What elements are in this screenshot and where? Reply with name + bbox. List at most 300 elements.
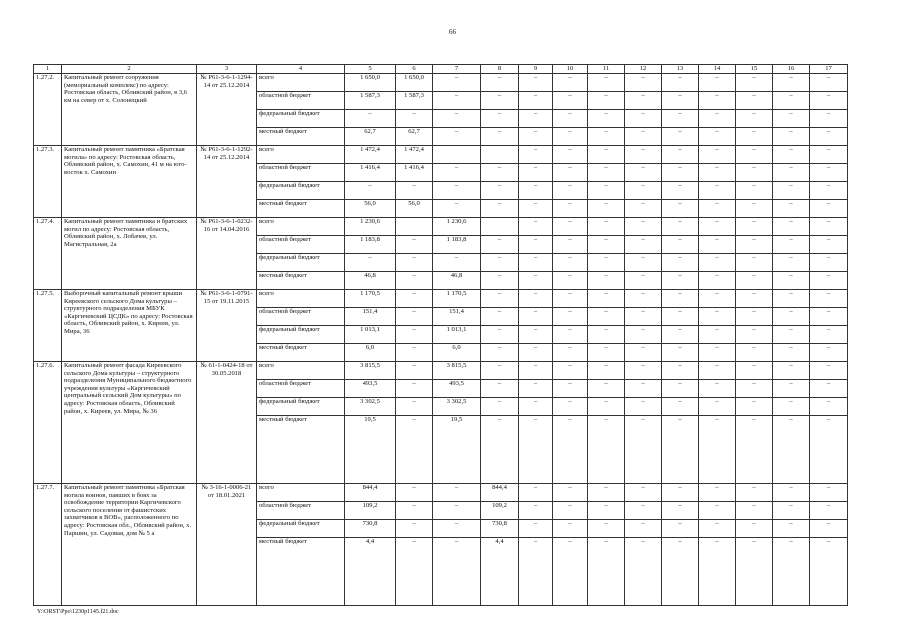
amount-cell: – <box>396 538 433 606</box>
empty-period-cell: – <box>625 344 662 362</box>
empty-period-cell: – <box>810 398 848 416</box>
empty-period-cell: – <box>699 110 736 128</box>
empty-period-cell: – <box>625 308 662 326</box>
empty-period-cell: – <box>662 520 699 538</box>
funding-source: всего <box>257 146 345 164</box>
amount-cell: – <box>481 290 519 308</box>
amount-cell: 46,8 <box>345 272 396 290</box>
amount-cell: – <box>481 110 519 128</box>
empty-period-cell: – <box>810 254 848 272</box>
empty-period-cell: – <box>699 326 736 344</box>
amount-cell: – <box>396 484 433 502</box>
amount-cell: 1 587,3 <box>345 92 396 110</box>
empty-period-cell: – <box>773 344 810 362</box>
empty-period-cell: – <box>810 272 848 290</box>
column-header: 4 <box>257 65 345 74</box>
empty-period-cell: – <box>625 326 662 344</box>
empty-period-cell: – <box>773 74 810 92</box>
document-number: № 61-1-0424-18 от 30.05.2018 <box>197 362 257 484</box>
empty-period-cell: – <box>625 398 662 416</box>
amount-cell: 46,8 <box>433 272 481 290</box>
amount-cell: 3 815,5 <box>345 362 396 380</box>
funding-source: всего <box>257 484 345 502</box>
column-header: 9 <box>519 65 553 74</box>
empty-period-cell: – <box>773 200 810 218</box>
empty-period-cell: – <box>736 308 773 326</box>
empty-period-cell: – <box>699 164 736 182</box>
object-name: Выборочный капитальный ремонт крыши Киреевского сельского Дома культуры – структурного подразделения МБУК «Каргичевский ЦСДК» по адресу: Ростовская область, Обливский район, х. Киреев, ул. Мира, 36 <box>62 290 197 362</box>
amount-cell: – <box>396 520 433 538</box>
document-number: № Р61-3-6-1-1294-14 от 25.12.2014 <box>197 74 257 146</box>
empty-period-cell: – <box>810 146 848 164</box>
empty-period-cell: – <box>810 128 848 146</box>
empty-period-cell: – <box>699 74 736 92</box>
amount-cell: – <box>396 416 433 484</box>
empty-period-cell: – <box>810 110 848 128</box>
amount-cell <box>481 218 519 236</box>
amount-cell: 4,4 <box>345 538 396 606</box>
empty-period-cell: – <box>519 236 553 254</box>
empty-period-cell: – <box>699 182 736 200</box>
amount-cell: 1 416,4 <box>396 164 433 182</box>
empty-period-cell: – <box>699 146 736 164</box>
column-header: 2 <box>62 65 197 74</box>
empty-period-cell: – <box>699 398 736 416</box>
amount-cell: 4,4 <box>481 538 519 606</box>
empty-period-cell: – <box>625 164 662 182</box>
empty-period-cell: – <box>736 362 773 380</box>
empty-period-cell: – <box>625 538 662 606</box>
column-header: 11 <box>588 65 625 74</box>
empty-period-cell: – <box>519 182 553 200</box>
empty-period-cell: – <box>625 92 662 110</box>
empty-period-cell: – <box>519 538 553 606</box>
empty-period-cell: – <box>588 254 625 272</box>
amount-cell: – <box>396 326 433 344</box>
empty-period-cell: – <box>588 308 625 326</box>
empty-period-cell: – <box>588 182 625 200</box>
empty-period-cell: – <box>773 110 810 128</box>
budget-table <box>33 64 848 606</box>
empty-period-cell: – <box>662 272 699 290</box>
empty-period-cell: – <box>699 218 736 236</box>
amount-cell: 109,2 <box>481 502 519 520</box>
empty-period-cell: – <box>810 326 848 344</box>
empty-period-cell: – <box>699 272 736 290</box>
amount-cell: – <box>345 254 396 272</box>
amount-cell: 730,8 <box>481 520 519 538</box>
empty-period-cell: – <box>662 254 699 272</box>
empty-period-cell: – <box>625 362 662 380</box>
page-number: 66 <box>449 28 456 36</box>
amount-cell: – <box>481 272 519 290</box>
empty-period-cell: – <box>773 290 810 308</box>
empty-period-cell: – <box>736 200 773 218</box>
empty-period-cell: – <box>519 502 553 520</box>
empty-period-cell: – <box>625 254 662 272</box>
empty-period-cell: – <box>773 502 810 520</box>
table-row <box>34 218 848 236</box>
column-header: 12 <box>625 65 662 74</box>
empty-period-cell: – <box>519 272 553 290</box>
empty-period-cell: – <box>519 520 553 538</box>
empty-period-cell: – <box>699 344 736 362</box>
empty-period-cell: – <box>810 344 848 362</box>
empty-period-cell: – <box>773 416 810 484</box>
empty-period-cell: – <box>588 416 625 484</box>
empty-period-cell: – <box>519 344 553 362</box>
funding-source: местный бюджет <box>257 272 345 290</box>
empty-period-cell: – <box>699 502 736 520</box>
empty-period-cell: – <box>553 520 588 538</box>
empty-period-cell: – <box>662 344 699 362</box>
empty-period-cell: – <box>736 380 773 398</box>
amount-cell: 62,7 <box>345 128 396 146</box>
empty-period-cell: – <box>519 254 553 272</box>
amount-cell: 730,8 <box>345 520 396 538</box>
empty-period-cell: – <box>736 416 773 484</box>
empty-period-cell: – <box>736 272 773 290</box>
empty-period-cell: – <box>736 290 773 308</box>
empty-period-cell: – <box>810 290 848 308</box>
empty-period-cell: – <box>736 538 773 606</box>
empty-period-cell: – <box>773 92 810 110</box>
amount-cell: – <box>481 200 519 218</box>
column-header: 15 <box>736 65 773 74</box>
empty-period-cell: – <box>699 520 736 538</box>
empty-period-cell: – <box>588 362 625 380</box>
row-number: 1.27.4. <box>34 218 62 290</box>
amount-cell: – <box>433 484 481 502</box>
empty-period-cell: – <box>519 362 553 380</box>
empty-period-cell: – <box>519 398 553 416</box>
empty-period-cell: – <box>625 182 662 200</box>
empty-period-cell: – <box>519 380 553 398</box>
empty-period-cell: – <box>810 92 848 110</box>
empty-period-cell: – <box>553 398 588 416</box>
amount-cell: 1 230,6 <box>345 218 396 236</box>
empty-period-cell: – <box>736 128 773 146</box>
amount-cell: – <box>481 380 519 398</box>
empty-period-cell: – <box>519 146 553 164</box>
document-number: № Р61-3-6-1-0232-16 от 14.04.2016 <box>197 218 257 290</box>
empty-period-cell: – <box>662 326 699 344</box>
empty-period-cell: – <box>773 218 810 236</box>
amount-cell <box>396 218 433 236</box>
amount-cell: 151,4 <box>345 308 396 326</box>
funding-source: местный бюджет <box>257 128 345 146</box>
funding-source: областной бюджет <box>257 236 345 254</box>
empty-period-cell: – <box>519 200 553 218</box>
amount-cell: – <box>396 182 433 200</box>
empty-period-cell: – <box>699 254 736 272</box>
empty-period-cell: – <box>699 380 736 398</box>
funding-source: областной бюджет <box>257 92 345 110</box>
amount-cell: – <box>481 398 519 416</box>
empty-period-cell: – <box>588 398 625 416</box>
empty-period-cell: – <box>773 146 810 164</box>
empty-period-cell: – <box>553 182 588 200</box>
empty-period-cell: – <box>662 164 699 182</box>
amount-cell: 1 170,5 <box>345 290 396 308</box>
empty-period-cell: – <box>773 326 810 344</box>
column-header: 6 <box>396 65 433 74</box>
amount-cell: 6,0 <box>433 344 481 362</box>
amount-cell: – <box>433 92 481 110</box>
empty-period-cell: – <box>625 380 662 398</box>
empty-period-cell: – <box>519 92 553 110</box>
column-header: 5 <box>345 65 396 74</box>
empty-period-cell: – <box>662 380 699 398</box>
empty-period-cell: – <box>553 218 588 236</box>
empty-period-cell: – <box>810 308 848 326</box>
empty-period-cell: – <box>625 416 662 484</box>
amount-cell: 1 230,6 <box>433 218 481 236</box>
amount-cell: 1 013,1 <box>433 326 481 344</box>
empty-period-cell: – <box>773 538 810 606</box>
empty-period-cell: – <box>662 128 699 146</box>
empty-period-cell: – <box>553 290 588 308</box>
empty-period-cell: – <box>773 484 810 502</box>
funding-source: федеральный бюджет <box>257 520 345 538</box>
empty-period-cell: – <box>662 416 699 484</box>
empty-period-cell: – <box>519 326 553 344</box>
empty-period-cell: – <box>662 236 699 254</box>
amount-cell: 3 815,5 <box>433 362 481 380</box>
row-number: 1.27.2. <box>34 74 62 146</box>
empty-period-cell: – <box>699 484 736 502</box>
empty-period-cell: – <box>553 538 588 606</box>
empty-period-cell: – <box>810 236 848 254</box>
amount-cell: 844,4 <box>481 484 519 502</box>
amount-cell: – <box>481 416 519 484</box>
funding-source: местный бюджет <box>257 200 345 218</box>
empty-period-cell: – <box>662 182 699 200</box>
amount-cell: 151,4 <box>433 308 481 326</box>
empty-period-cell: – <box>810 362 848 380</box>
document-number: № 3-16-1-0006-21 от 18.01.2021 <box>197 484 257 606</box>
empty-period-cell: – <box>588 74 625 92</box>
amount-cell: – <box>481 236 519 254</box>
empty-period-cell: – <box>519 164 553 182</box>
amount-cell: 844,4 <box>345 484 396 502</box>
object-name: Капитальный ремонт памятника и братских могил по адресу: Ростовская область, Обливский район, х. Лобачев, ул. Магистральная, 2а <box>62 218 197 290</box>
empty-period-cell: – <box>625 74 662 92</box>
empty-period-cell: – <box>773 128 810 146</box>
amount-cell: 1 650,0 <box>396 74 433 92</box>
empty-period-cell: – <box>519 128 553 146</box>
amount-cell: – <box>396 236 433 254</box>
empty-period-cell: – <box>810 182 848 200</box>
empty-period-cell: – <box>736 502 773 520</box>
empty-period-cell: – <box>588 344 625 362</box>
empty-period-cell: – <box>736 254 773 272</box>
amount-cell: – <box>396 362 433 380</box>
empty-period-cell: – <box>736 110 773 128</box>
column-header: 10 <box>553 65 588 74</box>
amount-cell: – <box>433 128 481 146</box>
empty-period-cell: – <box>553 308 588 326</box>
empty-period-cell: – <box>553 164 588 182</box>
amount-cell: – <box>345 182 396 200</box>
funding-source: федеральный бюджет <box>257 398 345 416</box>
amount-cell: – <box>396 398 433 416</box>
empty-period-cell: – <box>699 236 736 254</box>
empty-period-cell: – <box>553 484 588 502</box>
column-header: 1 <box>34 65 62 74</box>
empty-period-cell: – <box>773 164 810 182</box>
empty-period-cell: – <box>662 398 699 416</box>
empty-period-cell: – <box>519 484 553 502</box>
empty-period-cell: – <box>553 74 588 92</box>
amount-cell: – <box>396 290 433 308</box>
empty-period-cell: – <box>519 416 553 484</box>
empty-period-cell: – <box>588 146 625 164</box>
amount-cell: – <box>396 110 433 128</box>
empty-period-cell: – <box>625 236 662 254</box>
table-row <box>34 146 848 164</box>
empty-period-cell: – <box>588 128 625 146</box>
empty-period-cell: – <box>588 520 625 538</box>
empty-period-cell: – <box>553 200 588 218</box>
amount-cell: – <box>396 380 433 398</box>
empty-period-cell: – <box>625 146 662 164</box>
amount-cell: – <box>396 308 433 326</box>
empty-period-cell: – <box>810 502 848 520</box>
amount-cell: 1 416,4 <box>345 164 396 182</box>
amount-cell: 493,5 <box>433 380 481 398</box>
empty-period-cell: – <box>810 164 848 182</box>
table-row <box>34 74 848 92</box>
amount-cell: – <box>396 502 433 520</box>
empty-period-cell: – <box>588 200 625 218</box>
column-header: 16 <box>773 65 810 74</box>
empty-period-cell: – <box>553 272 588 290</box>
amount-cell: – <box>481 308 519 326</box>
amount-cell: – <box>433 502 481 520</box>
funding-source: всего <box>257 218 345 236</box>
amount-cell: 56,0 <box>345 200 396 218</box>
empty-period-cell: – <box>588 272 625 290</box>
empty-period-cell: – <box>662 362 699 380</box>
amount-cell: 3 302,5 <box>433 398 481 416</box>
empty-period-cell: – <box>588 218 625 236</box>
amount-cell: 1 170,5 <box>433 290 481 308</box>
empty-period-cell: – <box>736 398 773 416</box>
amount-cell: 6,0 <box>345 344 396 362</box>
empty-period-cell: – <box>773 308 810 326</box>
amount-cell: – <box>433 254 481 272</box>
amount-cell: 1 013,1 <box>345 326 396 344</box>
column-header: 3 <box>197 65 257 74</box>
empty-period-cell: – <box>699 200 736 218</box>
empty-period-cell: – <box>773 236 810 254</box>
amount-cell: – <box>433 110 481 128</box>
empty-period-cell: – <box>736 146 773 164</box>
empty-period-cell: – <box>810 538 848 606</box>
object-name: Капитальный ремонт фасада Киреевского сельского Дома культуры – структурного подразделения Муниципального бюджетного учреждения культуры «Каргичевский центральный сельский Дом культуры» по адресу: Ростовская область, Обливский район, х. Киреев, ул. Мира, № 36 <box>62 362 197 484</box>
amount-cell: – <box>433 182 481 200</box>
amount-cell: – <box>481 92 519 110</box>
empty-period-cell: – <box>736 218 773 236</box>
funding-source: местный бюджет <box>257 538 345 606</box>
funding-source: областной бюджет <box>257 308 345 326</box>
empty-period-cell: – <box>773 362 810 380</box>
empty-period-cell: – <box>699 416 736 484</box>
empty-period-cell: – <box>553 110 588 128</box>
object-name: Капитальный ремонт памятника «Братская могила воинов, павших в боях за освобождение территории Каргичевского сельского поселения от фашистских захватчиков в ВОВ», расположенного по адресу: Ростовская обл., Обливский район, х. Паршин, ул. Садовая, дом № 5 а <box>62 484 197 606</box>
empty-period-cell: – <box>736 236 773 254</box>
empty-period-cell: – <box>625 200 662 218</box>
empty-period-cell: – <box>588 484 625 502</box>
amount-cell: – <box>481 254 519 272</box>
row-number: 1.27.3. <box>34 146 62 218</box>
funding-source: всего <box>257 290 345 308</box>
amount-cell: – <box>433 200 481 218</box>
empty-period-cell: – <box>662 308 699 326</box>
amount-cell <box>433 146 481 164</box>
empty-period-cell: – <box>736 484 773 502</box>
header-row <box>34 65 848 74</box>
empty-period-cell: – <box>519 290 553 308</box>
document-number: № Р61-3-6-1-0791-15 от 19.11.2015 <box>197 290 257 362</box>
amount-cell: 62,7 <box>396 128 433 146</box>
empty-period-cell: – <box>588 326 625 344</box>
funding-source: федеральный бюджет <box>257 326 345 344</box>
table-row <box>34 290 848 308</box>
amount-cell: 19,5 <box>433 416 481 484</box>
column-header: 14 <box>699 65 736 74</box>
empty-period-cell: – <box>662 200 699 218</box>
empty-period-cell: – <box>736 164 773 182</box>
amount-cell: 1 472,4 <box>345 146 396 164</box>
empty-period-cell: – <box>773 398 810 416</box>
empty-period-cell: – <box>519 218 553 236</box>
table-row <box>34 484 848 502</box>
empty-period-cell: – <box>699 290 736 308</box>
empty-period-cell: – <box>588 502 625 520</box>
empty-period-cell: – <box>773 254 810 272</box>
empty-period-cell: – <box>773 182 810 200</box>
empty-period-cell: – <box>553 502 588 520</box>
empty-period-cell: – <box>810 484 848 502</box>
empty-period-cell: – <box>662 146 699 164</box>
amount-cell: 1 183,8 <box>433 236 481 254</box>
empty-period-cell: – <box>625 502 662 520</box>
empty-period-cell: – <box>810 380 848 398</box>
empty-period-cell: – <box>699 362 736 380</box>
empty-period-cell: – <box>553 128 588 146</box>
amount-cell: 1 183,8 <box>345 236 396 254</box>
amount-cell: 19,5 <box>345 416 396 484</box>
empty-period-cell: – <box>553 344 588 362</box>
empty-period-cell: – <box>553 380 588 398</box>
empty-period-cell: – <box>662 92 699 110</box>
empty-period-cell: – <box>625 484 662 502</box>
row-number: 1.27.7. <box>34 484 62 606</box>
amount-cell: – <box>481 74 519 92</box>
column-header: 8 <box>481 65 519 74</box>
amount-cell: – <box>396 272 433 290</box>
column-header: 17 <box>810 65 848 74</box>
empty-period-cell: – <box>588 164 625 182</box>
funding-source: всего <box>257 74 345 92</box>
empty-period-cell: – <box>699 128 736 146</box>
empty-period-cell: – <box>662 74 699 92</box>
amount-cell: – <box>481 326 519 344</box>
amount-cell: – <box>481 128 519 146</box>
amount-cell: – <box>433 164 481 182</box>
